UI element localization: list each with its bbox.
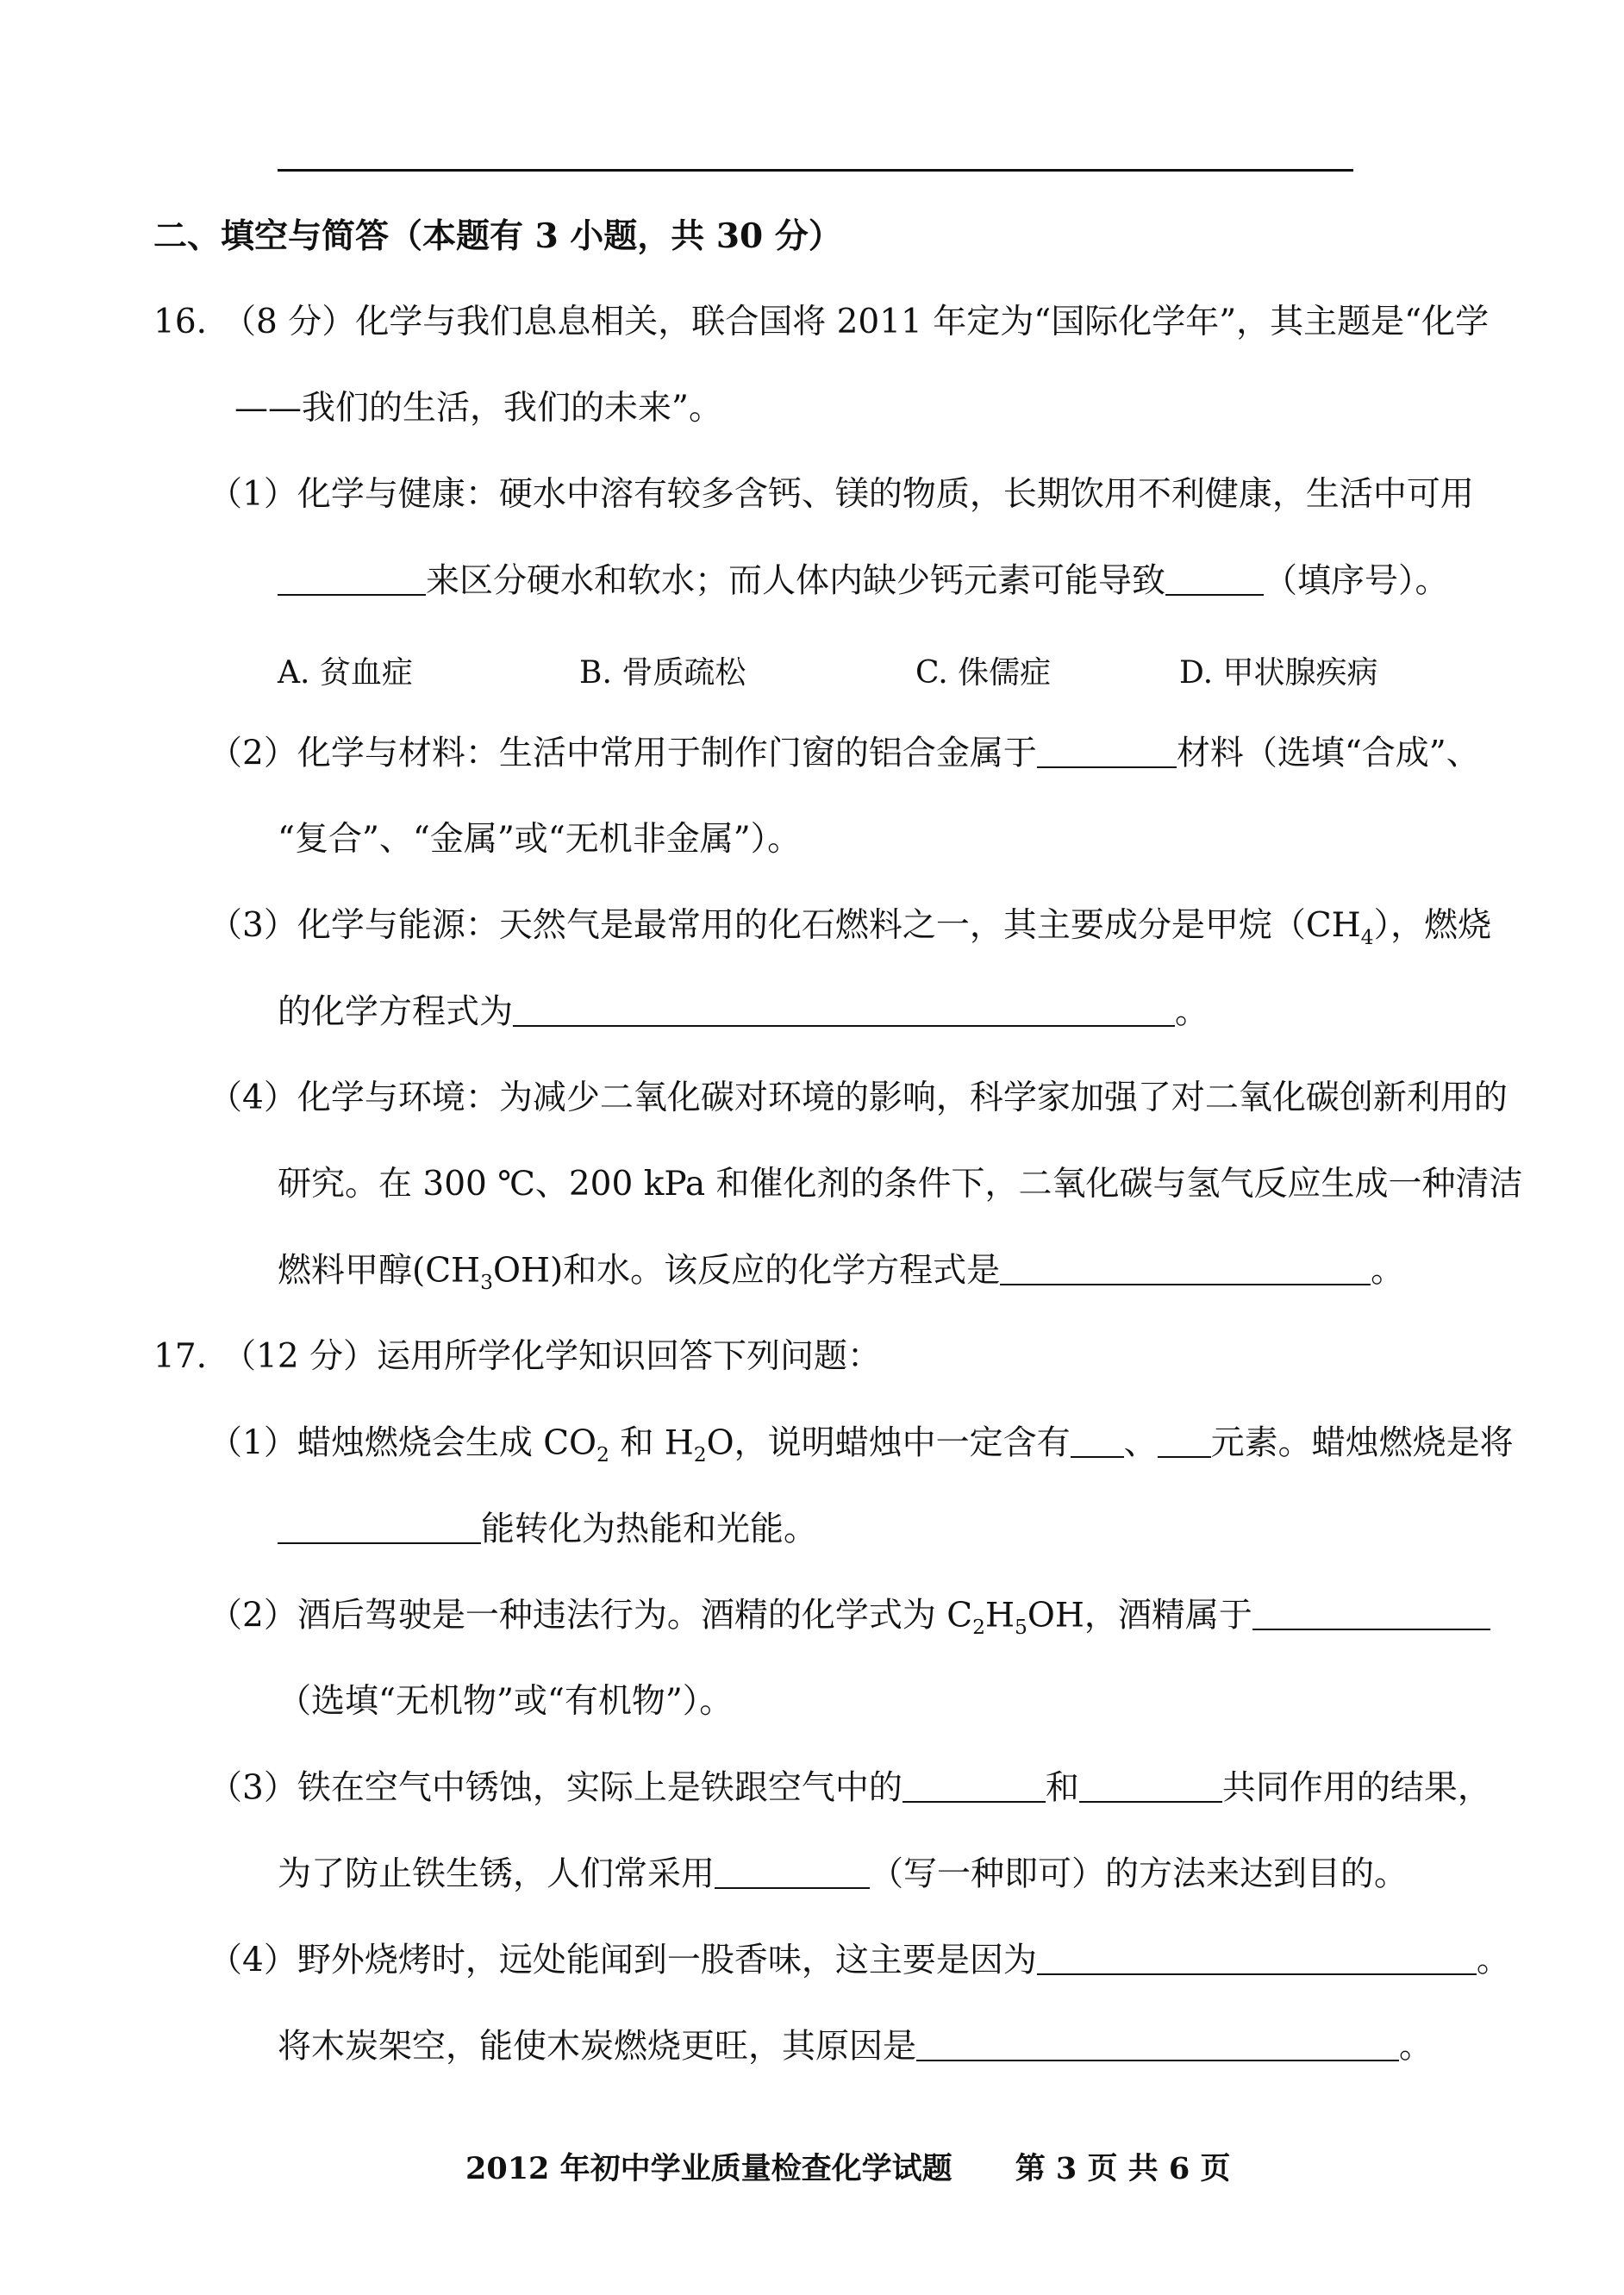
option-a: A. 贫血症 [278,655,413,691]
q17-part4-line1: （4）野外烧烤时，远处能闻到一股香味，这主要是因为 。 [209,1941,1510,1980]
answer-blank[interactable] [278,562,426,596]
equation-blank[interactable] [1000,1252,1371,1285]
q17-number: 17. [153,1337,208,1376]
q16-part4-line3: 燃料甲醇$(CH_3OH)$和水。该反应的化学方程式是 。 [278,1251,1405,1295]
q17-part2-line1: （2）酒后驾驶是一种违法行为。酒精的化学式为 $C_2H_5OH$，酒精属于 [209,1597,1490,1639]
footer-page-number: 第 3 页 共 6 页 [1015,2151,1231,2186]
answer-blank[interactable] [1037,1942,1477,1975]
equation-blank[interactable] [513,993,1175,1027]
option-c: C. 侏儒症 [915,655,1052,691]
q17-part3-line2: 为了防止铁生锈，人们常采用 （写一种即可）的方法来达到目的。 [278,1854,1409,1894]
footer-exam-title: 2012 年初中学业质量检查化学试题 [465,2151,953,2186]
answer-blank[interactable] [278,1510,481,1544]
page-footer [465,2145,1230,2188]
answer-blank[interactable] [1071,1424,1124,1458]
answer-blank[interactable] [1165,562,1264,596]
q16-part4-line1: （4）化学与环境：为减少二氧化碳对环境的影响，科学家加强了对二氧化碳创新利用的 [209,1079,1508,1117]
q16-part1-line2: 来区分硬水和软水；而人体内缺少钙元素可能导致 （填序号）。 [278,562,1449,601]
option-b: B. 骨质疏松 [579,655,746,691]
q17-part1-line1: （1）蜡烛燃烧会生成 $CO_2$ 和 $H_2O$，说明蜡烛中一定含有 、 元素。蜡烛燃烧是将 [209,1423,1514,1467]
answer-blank[interactable] [1158,1424,1211,1458]
q16-part2-line1: （2）化学与材料：生活中常用于制作门窗的铝合金属于 材料（选填“合成”、 [209,734,1480,773]
q16-intro-line2: ——我们的生活，我们的未来”。 [234,389,722,428]
q16-number: 16. [153,303,208,341]
answer-blank[interactable] [1037,735,1177,768]
answer-blank[interactable] [715,1855,870,1889]
answer-blank[interactable] [903,1769,1046,1803]
q16-part2-line2: “复合”、“金属”或“无机非金属”）。 [278,820,802,859]
q16-part3-line1: （3）化学与能源：天然气是最常用的化石燃料之一，其主要成分是甲烷$(CH_4)$，燃烧 [209,906,1492,949]
answer-blank[interactable] [1252,1597,1490,1630]
q17-part2-line2: （选填“无机物”或“有机物”）。 [278,1682,734,1721]
q17-part4-line2: 将木炭架空，能使木炭燃烧更旺，其原因是 。 [278,2027,1433,2067]
q17-part1-line2: 能转化为热能和光能。 [278,1510,817,1549]
answer-blank[interactable] [916,2028,1399,2061]
q17-part3-line1: （3）铁在空气中锈蚀，实际上是铁跟空气中的 和 共同作用的结果， [209,1768,1491,1808]
q16-intro-line1: （8 分）化学与我们息息相关，联合国将 2011 年定为“国际化学年”，其主题是“化学 [222,303,1490,341]
top-rule [278,169,1353,172]
option-d: D. 甲状腺疾病 [1179,655,1378,691]
q16-part3-line2: 的化学方程式为 。 [278,992,1209,1032]
q16-part1-line1: （1）化学与健康：硬水中溶有较多含钙、镁的物质，长期饮用不利健康，生活中可用 [209,475,1474,514]
section-title: 二、填空与简答（本题有 3 小题，共 30 分） [153,216,842,256]
answer-blank[interactable] [1079,1769,1222,1803]
q16-part4-line2: 研究。在 300 ℃、200 kPa 和催化剂的条件下，二氧化碳与氢气反应生成一种清洁 [278,1165,1523,1204]
q17-intro: （12 分）运用所学化学知识回答下列问题： [222,1337,882,1376]
